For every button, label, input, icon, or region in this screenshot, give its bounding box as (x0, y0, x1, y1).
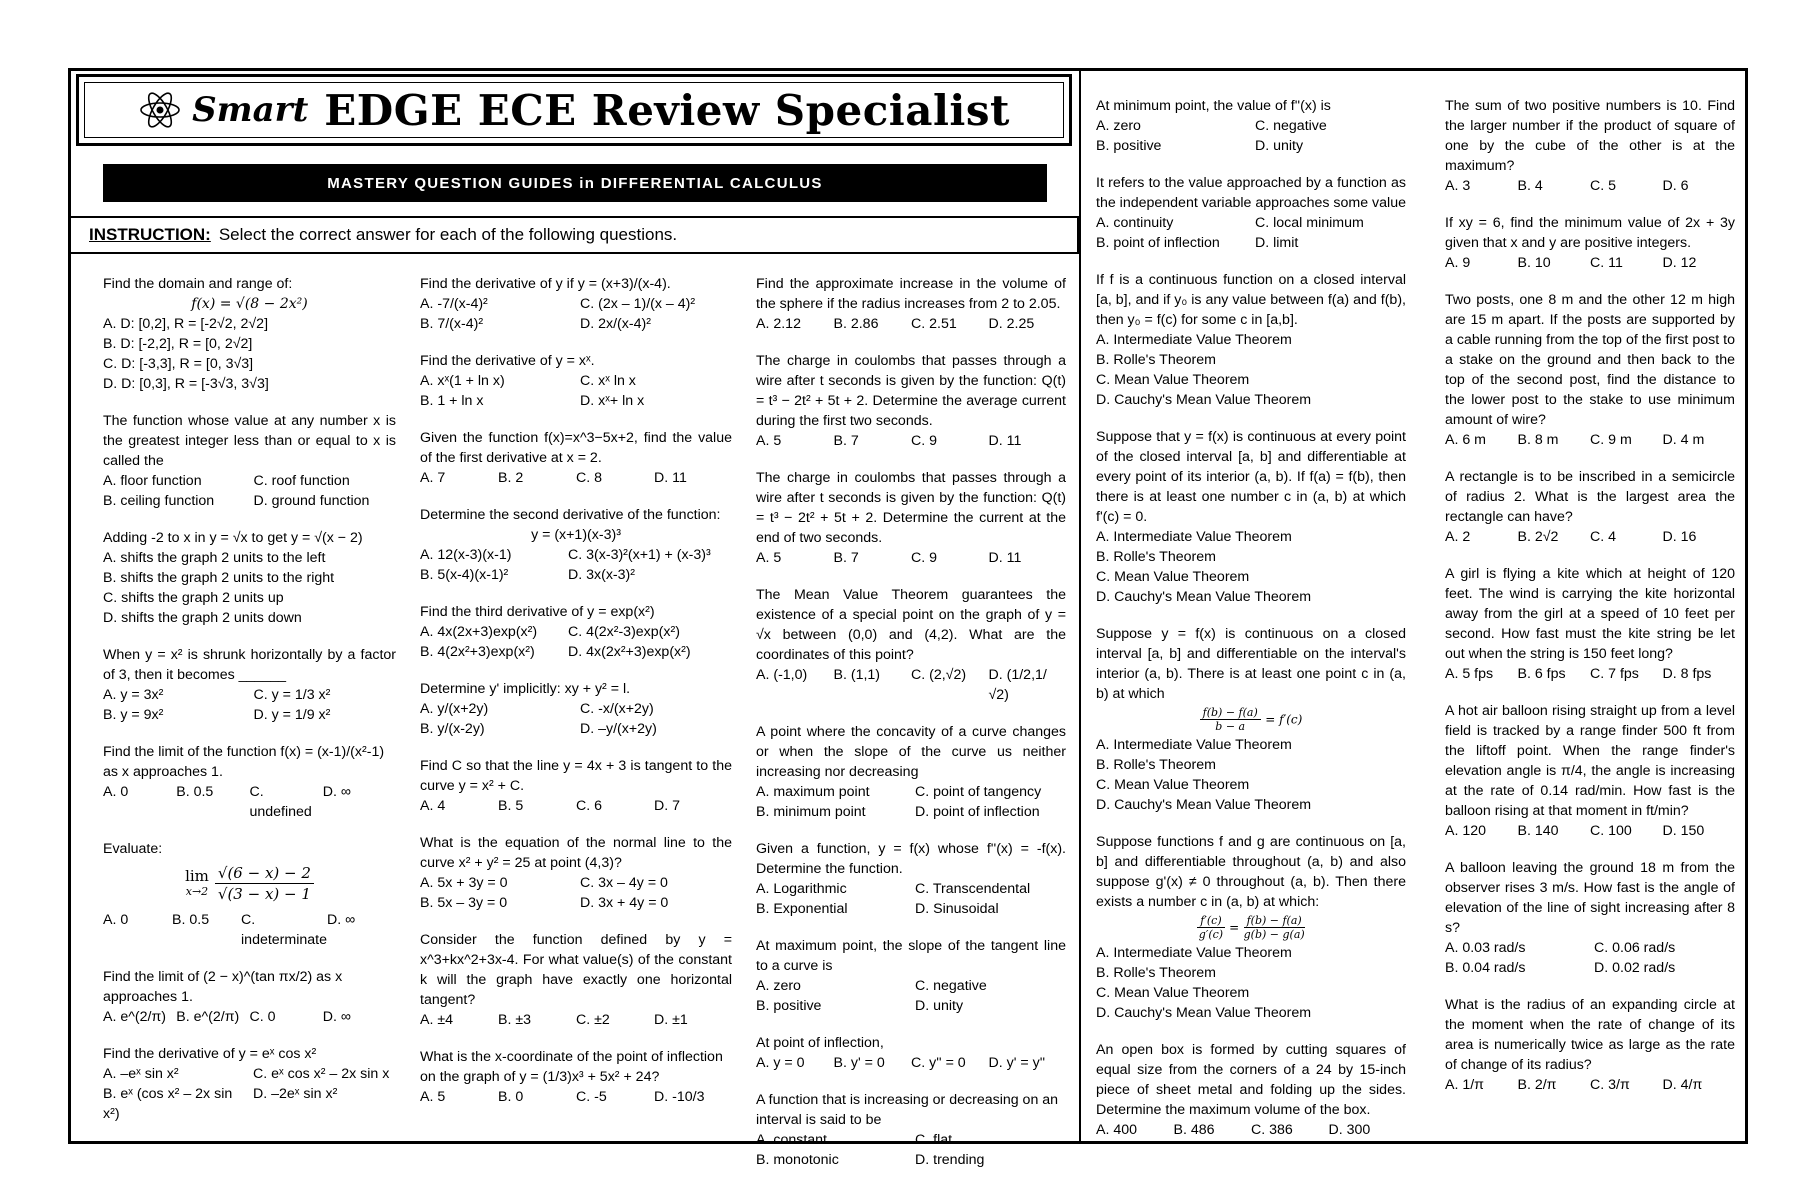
question (756, 839, 1066, 919)
question-column-4 (1096, 96, 1406, 1157)
option: B. 2.86 (833, 316, 879, 332)
question (1445, 995, 1735, 1095)
option: A. 3 (1445, 178, 1471, 194)
option: B. ±3 (498, 1012, 532, 1028)
option: A. 7 (420, 470, 446, 486)
option: D. 11 (654, 470, 687, 486)
question-text: At point of inflection, (756, 1035, 884, 1051)
option: A. continuity (1096, 215, 1174, 231)
option: D. Cauchy's Mean Value Theorem (1096, 589, 1312, 605)
question (420, 602, 732, 662)
option: A. 2 (1445, 529, 1471, 545)
option: D. xˣ+ ln x (580, 393, 645, 409)
option: A. floor function (103, 473, 202, 489)
option: C. indeterminate (241, 912, 327, 948)
option: C. eˣ cos x² – 2x sin x (253, 1066, 390, 1082)
option: B. minimum point (756, 804, 866, 820)
option: C. 2.51 (911, 316, 957, 332)
header-banner (76, 74, 1072, 146)
question (103, 645, 396, 725)
question-text: If xy = 6, find the minimum value of 2x + 3y given that x and y are positive integers. (1445, 215, 1735, 251)
option: D. –y/(x+2y) (580, 721, 657, 737)
option: C. 6 (576, 798, 603, 814)
instruction-text: Select the correct answer for each of the following questions. (218, 225, 678, 244)
option: A. 5 (756, 433, 782, 449)
option: A. 5 (756, 550, 782, 566)
question (103, 528, 396, 628)
option: D. Cauchy's Mean Value Theorem (1096, 1005, 1312, 1021)
question-text: A girl is flying a kite which at height of 120 feet. The wind is carrying the kite horizontal away from the girl at a speed of 10 feet per second. How fast must the kite string be let out when the string is 150 feet long? (1445, 566, 1735, 662)
option: D. unity (1255, 138, 1304, 154)
option: B. shifts the graph 2 units to the right (103, 570, 335, 586)
option: B. 10 (1517, 255, 1551, 271)
question (420, 351, 732, 411)
option: B. (1,1) (833, 667, 881, 683)
option: C. 9 (911, 550, 938, 566)
question-text: Determine the second derivative of the function: (420, 507, 721, 523)
option: D. 150 (1662, 823, 1705, 839)
option: B. 2 (498, 470, 524, 486)
option: A. -7/(x-4)² (420, 296, 488, 312)
option: D. trending (915, 1152, 985, 1168)
option: A. 12(x-3)(x-1) (420, 547, 512, 563)
formula-denominator: g′(c) (1198, 928, 1224, 941)
question-text: The charge in coulombs that passes through a wire after t seconds is given by the function: Q(t) = t³ − 2t² + 5t + 2. Determine the average current during the first two seconds. (756, 353, 1066, 429)
option: B. y' = 0 (833, 1055, 885, 1071)
option: D. ground function (253, 493, 370, 509)
question-text: It refers to the value approached by a function as the independent variable approaches some value (1096, 175, 1406, 211)
question (1096, 624, 1406, 815)
option: C. ±2 (576, 1012, 610, 1028)
option: B. e^(2/π) (176, 1009, 240, 1025)
option: B. 140 (1517, 823, 1559, 839)
option: D. 4 m (1662, 432, 1705, 448)
option: B. 0 (498, 1089, 524, 1105)
option: D. (1/2,1/√2) (988, 667, 1047, 703)
option: A. –eˣ sin x² (103, 1066, 179, 1082)
question (420, 930, 732, 1030)
option: A. 5 (420, 1089, 446, 1105)
option: C. 386 (1251, 1122, 1293, 1138)
option: B. 7/(x-4)² (420, 316, 484, 332)
option: A. 120 (1445, 823, 1487, 839)
option: B. y = 9x² (103, 707, 164, 723)
question-text: A point where the concavity of a curve changes or when the slope of the curve us neither increasing nor decreasing (756, 724, 1066, 780)
option: D. 3x + 4y = 0 (580, 895, 669, 911)
option: A. zero (756, 978, 801, 994)
option: C. 7 fps (1590, 666, 1639, 682)
question-formula: f(x) = √(8 − 2x²) (191, 296, 308, 312)
option: D. ∞ (326, 912, 356, 928)
option: A. 1/π (1445, 1077, 1484, 1093)
option: B. eˣ (cos x² – 2x sin x²) (103, 1086, 233, 1122)
option: A. Intermediate Value Theorem (1096, 945, 1292, 961)
question (1445, 701, 1735, 841)
question-text: Find the derivative of y = eˣ cos x² (103, 1046, 317, 1062)
formula-numerator: f(b) − f(a) (1244, 914, 1305, 928)
instruction-box (71, 216, 1079, 254)
option: A. y = 3x² (103, 687, 164, 703)
option: B. 0.04 rad/s (1445, 960, 1526, 976)
question-text: Find the approximate increase in the volume of the sphere if the radius increases from 2 to 2.05. (756, 276, 1066, 312)
option: B. Exponential (756, 901, 848, 917)
question-column-5 (1445, 96, 1735, 1112)
option: C. y = 1/3 x² (253, 687, 331, 703)
question-text: Two posts, one 8 m and the other 12 m high are 15 m apart. If the posts are supported by a cable running from the top of the first post to a stake on the ground and then back to the top of the second post, find the distance to the lower post to the stake to use minimum amount of wire? (1445, 292, 1735, 428)
option: A. 0 (103, 784, 129, 800)
option: A. (-1,0) (756, 667, 808, 683)
question (1445, 96, 1735, 196)
option: B. 8 m (1517, 432, 1559, 448)
option: B. Rolle's Theorem (1096, 549, 1216, 565)
option: D. 12 (1662, 255, 1697, 271)
question (420, 428, 732, 488)
question-text: Find the limit of (2 − x)^(tan πx/2) as x approaches 1. (103, 969, 343, 1005)
option: A. y/(x+2y) (420, 701, 489, 717)
option: A. 400 (1096, 1122, 1138, 1138)
option: B. Rolle's Theorem (1096, 757, 1216, 773)
option: B. 2√2 (1517, 529, 1559, 545)
option: C. -x/(x+2y) (580, 701, 654, 717)
option: C. y'' = 0 (911, 1055, 966, 1071)
question-text: A hot air balloon rising straight up from a level field is tracked by a range finder 500 ft from the liftoff point. When the range finder's elevation angle is π/4, the angle is increasing at the rate of 0.14 rad/min. How fast is the balloon rising at that moment in ft/min? (1445, 703, 1735, 819)
question-text: Find the derivative of y = xˣ. (420, 353, 595, 369)
option: D. 6 (1662, 178, 1689, 194)
question (1096, 1040, 1406, 1140)
formula-rhs: = f′(c) (1265, 712, 1303, 727)
option: B. 5(x-4)(x-1)² (420, 567, 509, 583)
option: A. ±4 (420, 1012, 454, 1028)
question (756, 274, 1066, 334)
brand-title: EDGE ECE Review Specialist (324, 85, 1010, 135)
page-title: MASTERY QUESTION GUIDES in DIFFERENTIAL CALCULUS (103, 164, 1047, 202)
brand-smart: Smart (192, 90, 309, 130)
option: C. roof function (253, 473, 350, 489)
option: C. 0 (249, 1009, 276, 1025)
question (103, 411, 396, 511)
option: D. ±1 (654, 1012, 688, 1028)
option: C. 9 m (1590, 432, 1632, 448)
formula-denominator: g(b) − g(a) (1243, 928, 1305, 941)
question (1096, 427, 1406, 607)
option: D. 300 (1328, 1122, 1371, 1138)
question-text: Suppose that y = f(x) is continuous at every point of the closed interval [a, b] and differentiable at every point of its interior (a, b). If f(a) = f(b), then there is at least one number c in (a, b) at which f'(c) = 0. (1096, 429, 1406, 525)
option: C. Mean Value Theorem (1096, 569, 1250, 585)
option: C. Transcendental (915, 881, 1031, 897)
option: C. Mean Value Theorem (1096, 985, 1250, 1001)
question (103, 967, 396, 1027)
question-text: Suppose y = f(x) is continuous on a closed interval [a, b] and differentiable on the interval's interior (a, b). There is at least one point c in (a, b) at which (1096, 626, 1406, 702)
option: C. local minimum (1255, 215, 1364, 231)
question (1445, 564, 1735, 684)
option: A. Intermediate Value Theorem (1096, 737, 1292, 753)
option: B. y/(x-2y) (420, 721, 485, 737)
option: A. 0 (103, 912, 129, 928)
question-text: Find the derivative of y if y = (x+3)/(x-4). (420, 276, 671, 292)
option: B. positive (1096, 138, 1162, 154)
mvt-formula (1096, 706, 1406, 733)
option: C. 3(x-3)²(x+1) + (x-3)³ (568, 547, 711, 563)
question (420, 505, 732, 585)
question (1445, 858, 1735, 978)
instruction-label: INSTRUCTION: (89, 225, 211, 244)
option: C. D: [-3,3], R = [0, 3√3] (103, 356, 254, 372)
question (756, 351, 1066, 451)
option: C. point of tangency (915, 784, 1042, 800)
question (1445, 290, 1735, 450)
option: B. Rolle's Theorem (1096, 965, 1216, 981)
question (1445, 467, 1735, 547)
question-text: What is the x-coordinate of the point of inflection on the graph of y = (1/3)x³ + 5x² + 24? (420, 1049, 723, 1085)
option: C. 100 (1590, 823, 1632, 839)
option: D. Cauchy's Mean Value Theorem (1096, 797, 1312, 813)
option: C. negative (915, 978, 987, 994)
question-text: The Mean Value Theorem guarantees the existence of a special point on the graph of y = √x between (0,0) and (4,2). What are the coordinates of this point? (756, 587, 1066, 663)
option: D. 4x(2x²+3)exp(x²) (568, 644, 691, 660)
formula-numerator: √(6 − x) − 2 (215, 863, 314, 884)
option: D. 0.02 rad/s (1594, 960, 1676, 976)
question-text: Given the function f(x)=x^3−5x+2, find the value of the first derivative at x = 2. (420, 430, 732, 466)
question-text: A rectangle is to be inscribed in a semicircle of radius 2. What is the largest area the rectangle can have? (1445, 469, 1735, 525)
option: B. 5 (498, 798, 524, 814)
question-text: The sum of two positive numbers is 10. Find the larger number if the product of square of one by the cube of the other is at the maximum? (1445, 98, 1735, 174)
question (420, 1047, 732, 1107)
option: A. zero (1096, 118, 1141, 134)
option: A. 5x + 3y = 0 (420, 875, 508, 891)
question (1096, 173, 1406, 253)
question (420, 679, 732, 739)
question (103, 839, 396, 950)
option: C. xˣ ln x (580, 373, 636, 389)
option: C. shifts the graph 2 units up (103, 590, 284, 606)
option: D. 11 (988, 550, 1022, 566)
option: D. y' = y'' (988, 1055, 1046, 1071)
option: A. maximum point (756, 784, 870, 800)
option: A. 0.03 rad/s (1445, 940, 1526, 956)
option: D. 11 (988, 433, 1022, 449)
question (420, 756, 732, 816)
question (1096, 832, 1406, 1023)
option: A. 6 m (1445, 432, 1486, 448)
option: B. 5x – 3y = 0 (420, 895, 508, 911)
option: D. –2eˣ sin x² (253, 1086, 338, 1102)
question-text: Suppose functions f and g are continuous on [a, b] and differentiable throughout (a, b) and also suppose g'(x) ≠ 0 throughout (a, b). Then there exists a number c in (a, b) at which: (1096, 834, 1406, 910)
question (103, 1044, 396, 1124)
question-text: Adding -2 to x in y = √x to get y = √(x − 2) (103, 530, 363, 546)
option: A. constant (756, 1132, 827, 1148)
option: A. shifts the graph 2 units to the left (103, 550, 326, 566)
question-text: Evaluate: (103, 841, 163, 857)
option: B. 0.5 (172, 912, 210, 928)
option: C. 4 (1590, 529, 1617, 545)
question-text: What is the equation of the normal line to the curve x² + y² = 25 at point (4,3)? (420, 835, 732, 871)
option: B. D: [-2,2], R = [0, 2√2] (103, 336, 253, 352)
option: D. -10/3 (654, 1089, 705, 1105)
question (756, 468, 1066, 568)
option: B. Rolle's Theorem (1096, 352, 1216, 368)
option: C. 3x – 4y = 0 (580, 875, 668, 891)
option: B. 7 (833, 433, 859, 449)
option: A. D: [0,2], R = [-2√2, 2√2] (103, 316, 269, 332)
question-text: Consider the function defined by y = x^3+kx^2+3x-4. For what value(s) of the constant k will the graph have exactly one horizontal tangent? (420, 932, 732, 1008)
question-text: Find the domain and range of: (103, 276, 293, 292)
option: B. 1 + ln x (420, 393, 484, 409)
option: C. negative (1255, 118, 1327, 134)
question (756, 585, 1066, 705)
question-column-2 (420, 274, 732, 1124)
question (420, 274, 732, 334)
option: A. xˣ(1 + ln x) (420, 373, 505, 389)
formula-numerator: f(b) − f(a) (1200, 706, 1261, 720)
option: A. 4x(2x+3)exp(x²) (420, 624, 538, 640)
option: B. ceiling function (103, 493, 215, 509)
question (756, 1090, 1066, 1170)
limit-formula (103, 863, 396, 904)
option: D. point of inflection (915, 804, 1040, 820)
option: C. 5 (1590, 178, 1617, 194)
option: B. 6 fps (1517, 666, 1566, 682)
option: D. Cauchy's Mean Value Theorem (1096, 392, 1312, 408)
option: B. 4(2x²+3)exp(x²) (420, 644, 535, 660)
option: D. 3x(x-3)² (568, 567, 635, 583)
question (1445, 213, 1735, 273)
column-divider (1079, 71, 1081, 1144)
option: D. y = 1/9 x² (253, 707, 331, 723)
question-text: The function whose value at any number x is the greatest integer less than or equal to x is called the (103, 413, 396, 469)
option: C. 11 (1590, 255, 1623, 271)
question-text: Find C so that the line y = 4x + 3 is tangent to the curve y = x² + C. (420, 758, 732, 794)
option: B. positive (756, 998, 822, 1014)
option: D. 16 (1662, 529, 1697, 545)
option: C. 9 (911, 433, 938, 449)
option: D. 2.25 (988, 316, 1035, 332)
option: D. limit (1255, 235, 1299, 251)
question-text: At maximum point, the slope of the tangent line to a curve is (756, 938, 1066, 974)
option: C. (2,√2) (911, 667, 967, 683)
option: A. 9 (1445, 255, 1471, 271)
option: B. 4 (1517, 178, 1543, 194)
option: D. D: [0,3], R = [-3√3, 3√3] (103, 376, 269, 392)
question-column-1 (103, 274, 396, 1141)
question (103, 742, 396, 822)
question-text: What is the radius of an expanding circle at the moment when the rate of change of its area is numerically twice as large as the rate of change of its radius? (1445, 997, 1735, 1073)
option: C. -5 (576, 1089, 607, 1105)
question-text: Determine y' implicitly: xy + y² = l. (420, 681, 631, 697)
question (103, 274, 396, 394)
question-text: Given a function, y = f(x) whose f''(x) = -f(x). Determine the function. (756, 841, 1066, 877)
cauchy-formula: $\frac{f'(c)}{g'(c)}$ = $\frac{f(b) - f(a)}{g(b) - g(a)}$ (1198, 914, 1305, 941)
question-text: The charge in coulombs that passes through a wire after t seconds is given by the function: Q(t) = t³ − 2t² + 5t + 2. Determine the current at the end of two seconds. (756, 470, 1066, 546)
option: D. unity (915, 998, 964, 1014)
question-text: Find the limit of the function f(x) = (x-1)/(x²-1) as x approaches 1. (103, 744, 385, 780)
option: D. 7 (654, 798, 681, 814)
option: D. 2x/(x-4)² (580, 316, 651, 332)
formula-numerator: f′(c) (1197, 914, 1224, 928)
limit-symbol: lim (185, 866, 209, 885)
option: A. e^(2/π) (103, 1009, 166, 1025)
question (1096, 96, 1406, 156)
question-text: When y = x² is shrunk horizontally by a factor of 3, then it becomes ______ (103, 647, 396, 683)
option: C. (2x – 1)/(x – 4)² (580, 296, 696, 312)
option: B. monotonic (756, 1152, 839, 1168)
option: D. ∞ (322, 784, 351, 800)
option: C. 8 (576, 470, 603, 486)
limit-subscript: x→2 (185, 884, 209, 898)
question (756, 1033, 1066, 1073)
question-text: Find the third derivative of y = exp(x²) (420, 604, 655, 620)
option: D. 8 fps (1662, 666, 1712, 682)
option: B. point of inflection (1096, 235, 1220, 251)
option: A. 5 fps (1445, 666, 1494, 682)
option: A. 4 (420, 798, 446, 814)
option: C. 4(2x²-3)exp(x²) (568, 624, 680, 640)
question-text: A balloon leaving the ground 18 m from the observer rises 3 m/s. How fast is the angle of elevation of the line of sight increasing after 8 s? (1445, 860, 1735, 936)
option: C. 3/π (1590, 1077, 1630, 1093)
question-text: A function that is increasing or decreasing on an interval is said to be (756, 1092, 1059, 1128)
option: D. Sinusoidal (915, 901, 999, 917)
option: A. Intermediate Value Theorem (1096, 529, 1292, 545)
question-column-3 (756, 274, 1066, 1187)
formula-denominator: b − a (1215, 720, 1246, 733)
option: D. 4/π (1662, 1077, 1703, 1093)
question-formula: y = (x+1)(x-3)³ (531, 527, 621, 543)
question-text: An open box is formed by cutting squares of equal size from the corners of a 24 by 15-inch piece of sheet metal and folding up the sides. Determine the maximum volume of the box. (1096, 1042, 1406, 1118)
option: B. 0.5 (176, 784, 214, 800)
option: C. Mean Value Theorem (1096, 777, 1250, 793)
question (756, 936, 1066, 1016)
option: B. 2/π (1517, 1077, 1557, 1093)
option: A. Logarithmic (756, 881, 847, 897)
question (756, 722, 1066, 822)
question (420, 833, 732, 913)
question-text: If f is a continuous function on a closed interval [a, b], and if y₀ is any value between f(a) and f(b), then y₀ = f(c) for some c in [a,b]. (1096, 272, 1406, 328)
option: A. 2.12 (756, 316, 801, 332)
formula-denominator: √(3 − x) − 1 (217, 885, 311, 903)
option: C. undefined (249, 784, 312, 820)
option: A. Intermediate Value Theorem (1096, 332, 1292, 348)
question-text: At minimum point, the value of f''(x) is (1096, 98, 1331, 114)
option: B. 7 (833, 550, 859, 566)
option: A. y = 0 (756, 1055, 805, 1071)
option: C. flat (915, 1132, 953, 1148)
question (1096, 270, 1406, 410)
option: D. ∞ (322, 1009, 351, 1025)
option: D. shifts the graph 2 units down (103, 610, 302, 626)
atom-logo-icon (138, 88, 182, 132)
option: B. 486 (1173, 1122, 1215, 1138)
option: C. 0.06 rad/s (1594, 940, 1676, 956)
option: C. Mean Value Theorem (1096, 372, 1250, 388)
